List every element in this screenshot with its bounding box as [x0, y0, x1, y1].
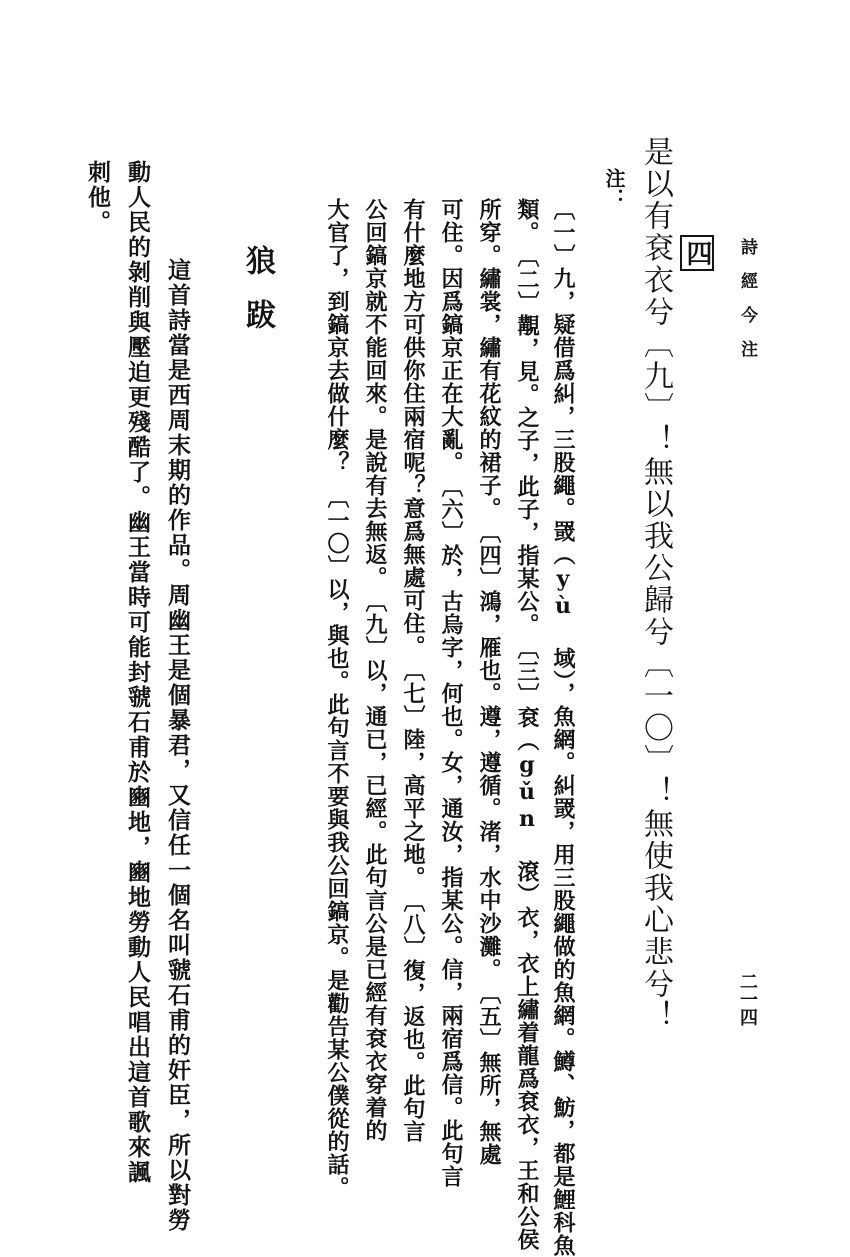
note-line: 類。 〔二〕覯，見。之子，此子，指某公。 〔三〕袞（gǔn 滾）衣，衣上繡着龍爲袞衣，王和公侯	[514, 198, 540, 1251]
notes-label: 注：	[602, 168, 626, 208]
note-line: 公回鎬京就不能回來。是說有去無返。 〔九〕以，通已，已經。此句言公是已經有袞衣穿着的	[362, 198, 388, 1142]
stanza-number: 四	[680, 235, 714, 271]
commentary-line: 刺他。	[84, 160, 111, 235]
note-line: 有什麼地方可供你住兩宿呢？意爲無處可住。 〔七〕陸，高平之地。 〔八〕復，返也。此句言	[400, 198, 426, 1143]
note-line: 所穿。繡裳，繡有花紋的裙子。 〔四〕鴻，雁也。遵，遵循。渚，水中沙灘。 〔五〕無所，無處	[476, 198, 502, 1166]
note-line: 〔一〕九，疑借爲糾，三股繩。罭（yù 域），魚網。糾罭，用三股繩做的魚網。鱒、魴，都是鯉科魚	[550, 198, 576, 1257]
commentary-line: 動人民的剝削與壓迫更殘酷了。幽王當時可能封虢石甫於豳地，豳地勞動人民唱出這首歌來諷	[124, 160, 151, 1185]
poem-title: 狼跋	[240, 245, 275, 353]
note-line: 可住。因爲鎬京正在大亂。 〔六〕於，古烏字，何也。女，通汝，指某公。信，兩宿爲信。此句言	[438, 198, 464, 1188]
commentary-line: 這首詩當是西周末期的作品。周幽王是個暴君，又信任一個名叫虢石甫的奸臣，所以對勞	[164, 208, 191, 1233]
page-number: 二一四	[737, 972, 758, 1026]
book-title-header: 詩 經 今 注	[737, 238, 757, 357]
note-line: 大官了，到鎬京去做什麼？ 〔一〇〕以，與也。此句言不要與我公回鎬京。是勸告某公僕從的話。	[324, 198, 350, 1199]
stanza-line: 是以有袞衣兮〔九〕！無以我公歸兮〔一〇〕！無使我心悲兮！	[638, 136, 673, 1032]
